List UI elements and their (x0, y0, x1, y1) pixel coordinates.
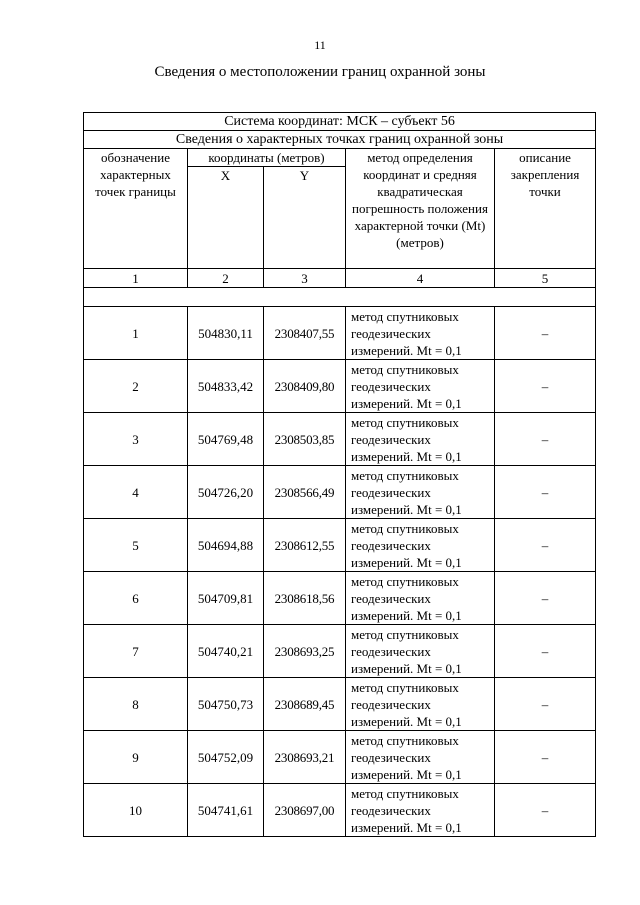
y-coordinate-cell: 2308697,00 (264, 784, 346, 837)
x-coordinate-cell: 504740,21 (188, 625, 264, 678)
header-coordinates: координаты (метров) (188, 149, 346, 167)
point-number-cell: 8 (84, 678, 188, 731)
page-number: 11 (314, 38, 326, 52)
point-number-cell: 9 (84, 731, 188, 784)
point-number-cell: 1 (84, 307, 188, 360)
boundary-points-table (83, 112, 596, 837)
method-cell (346, 413, 495, 466)
method-line: метод спутниковых (351, 573, 459, 589)
description-cell: – (495, 572, 596, 625)
method-line: геодезических (351, 537, 431, 553)
header-method: метод определения координат и средняя квадратическая погрешность положения характерной точки (Mt) (метров) (346, 149, 495, 269)
document-title: Сведения о местоположении границ охранной зоны (154, 64, 486, 80)
table-row (84, 572, 596, 625)
x-coordinate-cell: 504752,09 (188, 731, 264, 784)
header-y: Y (264, 167, 346, 269)
method-cell (346, 307, 495, 360)
table-row (84, 678, 596, 731)
y-coordinate-cell: 2308409,80 (264, 360, 346, 413)
table-row (84, 731, 596, 784)
method-cell (346, 572, 495, 625)
method-cell (346, 625, 495, 678)
method-line: геодезических (351, 802, 431, 818)
method-line: метод спутниковых (351, 361, 459, 377)
method-line: измерений. Mt = 0,1 (351, 607, 462, 623)
point-number-cell: 5 (84, 519, 188, 572)
column-number: 5 (495, 269, 596, 288)
header-designation: обозначение характерных точек границы (84, 149, 188, 269)
description-cell: – (495, 519, 596, 572)
method-line: метод спутниковых (351, 308, 459, 324)
method-line: геодезических (351, 643, 431, 659)
method-cell (346, 360, 495, 413)
method-line: метод спутниковых (351, 414, 459, 430)
table-row (84, 625, 596, 678)
column-number: 4 (346, 269, 495, 288)
table-caption-cell: Сведения о характерных точках границ охранной зоны (84, 131, 596, 149)
description-cell: – (495, 678, 596, 731)
description-cell: – (495, 307, 596, 360)
method-line: геодезических (351, 325, 431, 341)
table-row (84, 413, 596, 466)
x-coordinate-cell: 504833,42 (188, 360, 264, 413)
x-coordinate-cell: 504709,81 (188, 572, 264, 625)
table-caption-row (84, 131, 596, 149)
x-coordinate-cell: 504726,20 (188, 466, 264, 519)
blank-cell (84, 288, 596, 307)
table-row (84, 360, 596, 413)
description-cell: – (495, 466, 596, 519)
method-line: метод спутниковых (351, 785, 459, 801)
method-line: измерений. Mt = 0,1 (351, 395, 462, 411)
point-number-cell: 2 (84, 360, 188, 413)
y-coordinate-cell: 2308566,49 (264, 466, 346, 519)
description-cell: – (495, 360, 596, 413)
point-number-cell: 6 (84, 572, 188, 625)
table-row (84, 307, 596, 360)
method-line: геодезических (351, 590, 431, 606)
column-number: 1 (84, 269, 188, 288)
x-coordinate-cell: 504750,73 (188, 678, 264, 731)
point-number-cell: 4 (84, 466, 188, 519)
y-coordinate-cell: 2308612,55 (264, 519, 346, 572)
table-row (84, 784, 596, 837)
y-coordinate-cell: 2308503,85 (264, 413, 346, 466)
method-line: измерений. Mt = 0,1 (351, 554, 462, 570)
y-coordinate-cell: 2308689,45 (264, 678, 346, 731)
method-line: измерений. Mt = 0,1 (351, 448, 462, 464)
table-row (84, 466, 596, 519)
y-coordinate-cell: 2308618,56 (264, 572, 346, 625)
column-number-row (84, 269, 596, 288)
method-cell (346, 784, 495, 837)
point-number-cell: 7 (84, 625, 188, 678)
blank-row (84, 288, 596, 307)
method-cell (346, 678, 495, 731)
x-coordinate-cell: 504741,61 (188, 784, 264, 837)
method-line: геодезических (351, 696, 431, 712)
method-line: метод спутниковых (351, 520, 459, 536)
header-x: X (188, 167, 264, 269)
method-cell (346, 731, 495, 784)
x-coordinate-cell: 504830,11 (188, 307, 264, 360)
description-cell: – (495, 413, 596, 466)
method-cell (346, 466, 495, 519)
table-row (84, 519, 596, 572)
description-cell: – (495, 731, 596, 784)
method-line: измерений. Mt = 0,1 (351, 501, 462, 517)
coordinate-system-row (84, 113, 596, 131)
description-cell: – (495, 625, 596, 678)
column-number: 3 (264, 269, 346, 288)
method-line: геодезических (351, 431, 431, 447)
method-cell (346, 519, 495, 572)
method-line: метод спутниковых (351, 467, 459, 483)
method-line: геодезических (351, 749, 431, 765)
method-line: метод спутниковых (351, 679, 459, 695)
x-coordinate-cell: 504694,88 (188, 519, 264, 572)
method-line: геодезических (351, 484, 431, 500)
method-line: геодезических (351, 378, 431, 394)
header-description: описание закрепления точки (495, 149, 596, 269)
method-line: измерений. Mt = 0,1 (351, 342, 462, 358)
y-coordinate-cell: 2308407,55 (264, 307, 346, 360)
x-coordinate-cell: 504769,48 (188, 413, 264, 466)
description-cell: – (495, 784, 596, 837)
point-number-cell: 10 (84, 784, 188, 837)
method-line: измерений. Mt = 0,1 (351, 819, 462, 835)
method-line: метод спутниковых (351, 626, 459, 642)
method-line: метод спутниковых (351, 732, 459, 748)
method-line: измерений. Mt = 0,1 (351, 713, 462, 729)
coordinate-system-cell: Система координат: МСК – субъект 56 (84, 113, 596, 131)
y-coordinate-cell: 2308693,21 (264, 731, 346, 784)
method-line: измерений. Mt = 0,1 (351, 660, 462, 676)
y-coordinate-cell: 2308693,25 (264, 625, 346, 678)
method-line: измерений. Mt = 0,1 (351, 766, 462, 782)
column-number: 2 (188, 269, 264, 288)
header-row-top (84, 149, 596, 167)
point-number-cell: 3 (84, 413, 188, 466)
